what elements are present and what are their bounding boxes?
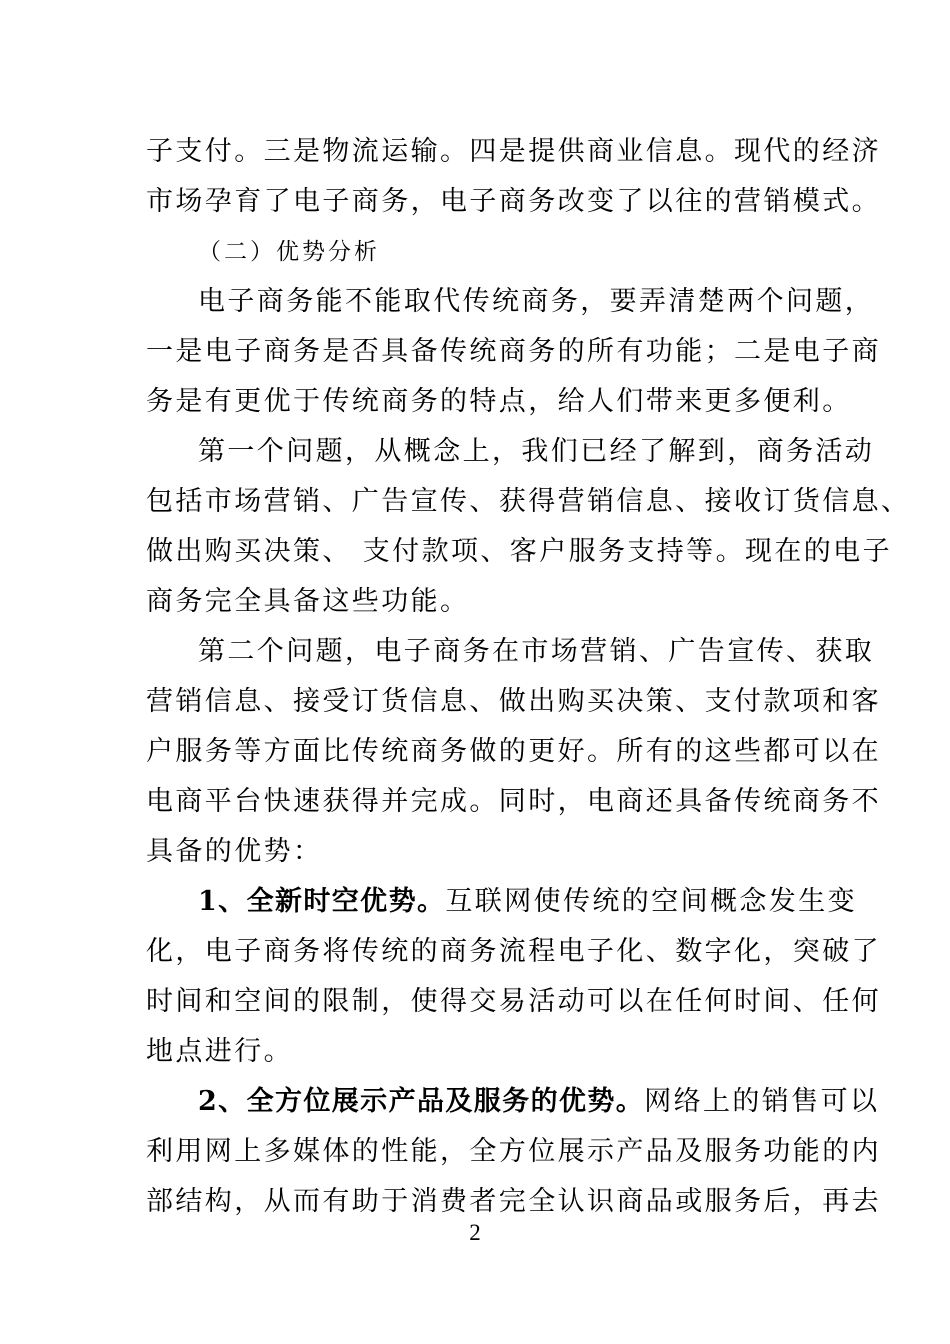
point-1-line (198, 884, 858, 920)
body-line: 利用网上多媒体的性能，全方位展示产品及服务功能的内 (146, 1136, 881, 1167)
body-line: 时间和空间的限制，使得交易活动可以在任何时间、任何 (146, 986, 881, 1017)
body-line: 电商平台快速获得并完成。同时，电商还具备传统商务不 (146, 786, 881, 817)
body-line: 一是电子商务是否具备传统商务的所有功能；二是电子商 (146, 336, 881, 367)
body-line: 具备的优势： (146, 836, 323, 867)
body-line: 部结构，从而有助于消费者完全认识商品或服务后，再去 (146, 1186, 881, 1217)
body-line: 包括市场营销、广告宣传、获得营销信息、接收订货信息、 (146, 486, 911, 517)
point-2-text: 网络上的销售可以 (644, 1086, 880, 1117)
body-line: 商务完全具备这些功能。 (146, 586, 470, 617)
body-line: 化，电子商务将传统的商务流程电子化、数字化，突破了 (146, 936, 881, 967)
body-line: 户服务等方面比传统商务做的更好。所有的这些都可以在 (146, 736, 881, 767)
point-2-line (198, 1084, 880, 1120)
section-heading: （二）优势分析 (198, 239, 380, 265)
body-line: 务是有更优于传统商务的特点，给人们带来更多便利。 (146, 386, 852, 417)
point-1-text: 互联网使传统的空间概念发生变 (445, 886, 857, 917)
body-line: 第一个问题，从概念上，我们已经了解到，商务活动 (198, 436, 875, 467)
page-number: 2 (469, 1220, 481, 1245)
point-1-title: 1、全新时空优势。 (198, 886, 446, 917)
body-line: 电子商务能不能取代传统商务，要弄清楚两个问题， (198, 286, 875, 317)
body-line: 地点进行。 (146, 1036, 293, 1067)
body-line: 第二个问题，电子商务在市场营销、广告宣传、获取 (198, 636, 875, 667)
body-line: 子支付。三是物流运输。四是提供商业信息。现代的经济 (146, 136, 881, 167)
point-2-title: 2、全方位展示产品及服务的优势。 (198, 1086, 645, 1117)
body-line: 做出购买决策、 支付款项、客户服务支持等。现在的电子 (146, 536, 892, 567)
body-line: 营销信息、接受订货信息、做出购买决策、支付款项和客 (146, 686, 881, 717)
body-line: 市场孕育了电子商务，电子商务改变了以往的营销模式。 (146, 186, 881, 217)
